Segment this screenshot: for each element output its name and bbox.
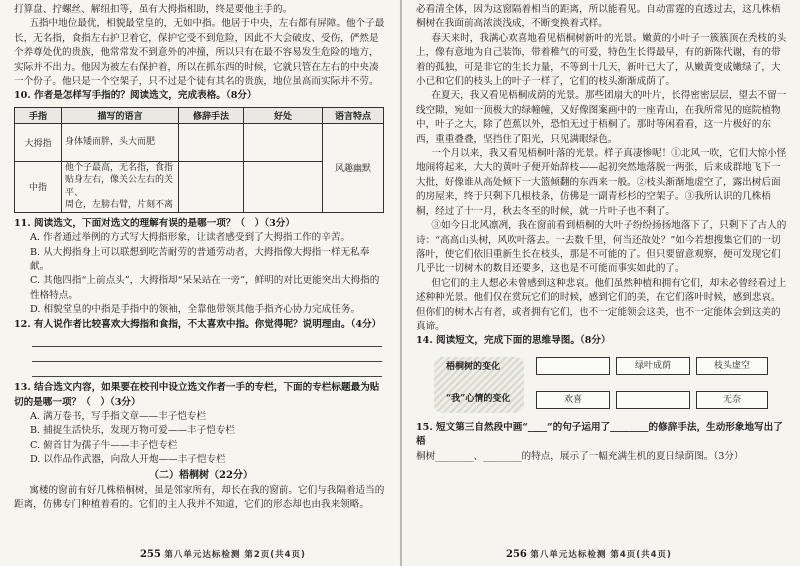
intro-line-1: 打算盘、拧螺丝、解纽扣等，虽有大拇指相助，终是要他主手的。: [14, 4, 293, 15]
paragraph: 一个月以来，我又看见梧桐叶落的光景。样子真凄惨呢！①北风一吹，它们大惊小怪地闹将起来，大大的黄叶子便开始辞枝——起初突然地落脱一两张，后来成群地飞下一大批，好像谁从高处倾下一大篮倾翻的东西来一般。②枝头渐渐地虚空了，露出树后面的房屋来，终于只剩下几根枝条，仿佛是一副青杉杉的空架子。③我所认识的几株梧桐，经过了十一月，秋去冬至的时候，就一片叶子也不剩了。: [416, 148, 787, 217]
option: A. 满万卷书，写手指文章——丰子恺专栏: [30, 410, 207, 422]
paragraph: 必看清全体，因为这窗隔着相当的距离，所以能看见。自动雷霆的直透过去，这几株梧桐树在我面前高浓淡浅成，不断变换着式样。: [416, 4, 781, 30]
option: D. 相貌堂皇的中指是手指中的领袖，全靠他带领其他手指齐心协力完成任务。: [30, 304, 361, 316]
answer-line[interactable]: [32, 335, 382, 347]
lang-feature-cell: 风趣幽默: [323, 123, 384, 212]
answer-cell[interactable]: [179, 123, 244, 161]
intro-paragraph: 五指中地位最优，相貌最堂皇的，无如中指。他居于中央，左右都有屏障。他个子最长，无名指，食指左右护卫着它，保护它受不到危险，因此不大会破皮、受伤，俨然是个养尊处优的贵族，他常常发不到意外的冲撞，所以只有在最不容易发生危险的地方，实际并不出力。他因为被左右保护着，所以在抓东西的时候，它就只管在左右的中央凑一个份子。他只是一个空架子，只不过是个徒有其名的贵族，地位虽高而实际并不劳。: [14, 18, 385, 88]
desc-cell: [62, 161, 179, 212]
left-page: [0, 0, 398, 566]
desc-line: 贴身左右，像关公左右的关平、: [65, 175, 174, 198]
mind-box: 欢喜: [536, 391, 610, 409]
page-number-value: 256: [506, 549, 527, 560]
finger-cell: 大拇指: [15, 123, 62, 161]
answer-cell[interactable]: [244, 161, 323, 212]
answer-cell[interactable]: [179, 161, 244, 212]
option: B. 捕捉生活快乐，发现万物可爱——丰子恺专栏: [30, 425, 236, 437]
option: A. 作者通过举例的方式写大拇指形象，让读者感受到了大拇指工作的辛苦。: [30, 232, 351, 244]
question-13: 13. 结合选文内容，如果要在校刊中设立选文作者一手的专栏，下面的专栏标题最为贴切的是哪一项？（ ）（3分）: [14, 382, 380, 408]
footer-note: 第八单元达标检测 第2页(共4页): [164, 550, 306, 560]
desc-line: 他个子最高，无名指，食指: [65, 162, 174, 173]
table-header-row: [15, 107, 384, 123]
page-number: [140, 548, 306, 560]
option: C. 其他四指“上前点头”，大拇指却“呆呆站在一旁”，鲜明的对比更能突出大拇指的性格特点。: [30, 275, 380, 301]
desc-cell: 身体矮而胖，头大而肥: [62, 123, 179, 161]
answer-line[interactable]: [32, 365, 382, 377]
question-15: 15. 短文第三自然段中画“____”的句子运用了________的修辞手法，生动形象地写出了梧: [416, 421, 783, 448]
mind-box: 枝头虚空: [696, 357, 768, 375]
mind-box[interactable]: [536, 357, 610, 375]
mind-box: 无奈: [696, 391, 768, 409]
option: C. 俯首甘为孺子牛——丰子恺专栏: [30, 439, 178, 451]
paragraph: 在夏天，我又看见梧桐成荫的光景。那些团扇大的叶片，长得密密层层，望去不留一线空隙，宛如一顶极大的绿幢幢，又好像图案画中的一座青山，在我所常见的庭院植物中，叶子之大，除了芭蕉以外，恐怕无过于梧桐了。那时等闲看看，这一片极好的东西，重重叠叠，坚挡住了阳光，只见满眼绿色。: [416, 90, 787, 145]
mind-box[interactable]: [616, 391, 690, 409]
paragraph: 但它们的主人想必未曾感到这种悲哀。他们虽然种植和拥有它们，却未必曾经看过上述种种光景。他们仅在赏玩它们的时候，感到它们的美，在它们落叶时候，感到悲哀。但你们的树木占有者，或者拥有它们，也不一定能领会这美，也不一定能体会到这美的真谛。: [416, 277, 787, 332]
desc-line: 周仓，左膀右臂，片刻不离: [65, 200, 174, 211]
footer-note: 第八单元达标检测 第4页(共4页): [530, 550, 672, 560]
table-header: 描写的语言: [62, 107, 179, 123]
section-title: （二）梧桐树（22分）: [149, 469, 253, 481]
option: D. 以作品作武器，向敌人开炮——丰子恺专栏: [30, 454, 226, 466]
question-11: 11. 阅读选文，下面对选文的理解有误的是哪一项？（ ）（3分）: [14, 217, 295, 229]
question-14: 14. 阅读短文，完成下面的思维导图。（8分）: [416, 335, 611, 347]
table-header: 修辞手法: [179, 107, 244, 123]
answer-line[interactable]: [32, 350, 382, 362]
question-12: 12. 有人说作者比较喜欢大拇指和食指，不太喜欢中指。你觉得呢？说明理由。（4分）: [14, 318, 382, 330]
mind-label: “我”心情的变化: [446, 393, 511, 404]
table-row: [15, 123, 384, 161]
fill-table: [14, 107, 384, 213]
option: B. 从大拇指身上可以联想到吃苦耐劳的普通劳动者，大拇指像大拇指一样无私奉献。: [30, 246, 370, 273]
question-15-cont: 桐树________、________的特点，展示了一幅充满生机的夏日绿荫图。（3分）: [416, 450, 744, 462]
paragraph: ③如今日北风凛冽，我在窗前看到梧桐的大叶子纷纷扬扬地落下了，只剩下了古人的诗：“高高山头树，风吹叶落去。一去数千里，何当还故处？”如今若想搜集它们的一切落叶，使它们依旧重新生长在枝头，那是不可能的了。但只要留意观察，便可发现它们几乎比一切树木的数目还要多，这也是不可能而事实如此的了。: [416, 220, 787, 275]
page-number-value: 255: [140, 549, 161, 560]
finger-cell: 中指: [15, 161, 62, 212]
mind-map: [416, 353, 788, 415]
table-header: 语言特点: [323, 107, 384, 123]
mind-box: 绿叶成荫: [616, 357, 690, 375]
right-page: [400, 0, 800, 566]
table-header: 好处: [244, 107, 323, 123]
paragraph: 春天来时，我满心欢喜地看见梧桐树新叶的光景。嫩黄的小叶子一簇簇顶在秃枝的头上，像有意地为自己装饰，带着稚气的可爱，特色生长得最早，有的新陈代谢，有的带着的孤独，可是非它的生长力量，不等到十几天，新叶已大了，从嫩黄变成嫩绿了，大小已和它们的枝头上的叶子一样了，它们的枝头渐渐成荫了。: [416, 32, 787, 88]
question-10: 10. 作者是怎样写手指的？阅读选文，完成表格。（8分）: [14, 90, 257, 102]
section-paragraph: 寓楼的窗前有好几株梧桐树，虽是邻家所有，却长在我的窗前。它们与我隔着适当的距离，仿佛专门种植着看的。它们的主人我并不知道，它们的形态却也由我来领略。: [14, 484, 385, 510]
answer-cell[interactable]: [244, 123, 323, 161]
mind-label: 梧桐树的变化: [446, 361, 501, 372]
page-number: [506, 548, 672, 560]
table-header: 手指: [15, 107, 62, 123]
